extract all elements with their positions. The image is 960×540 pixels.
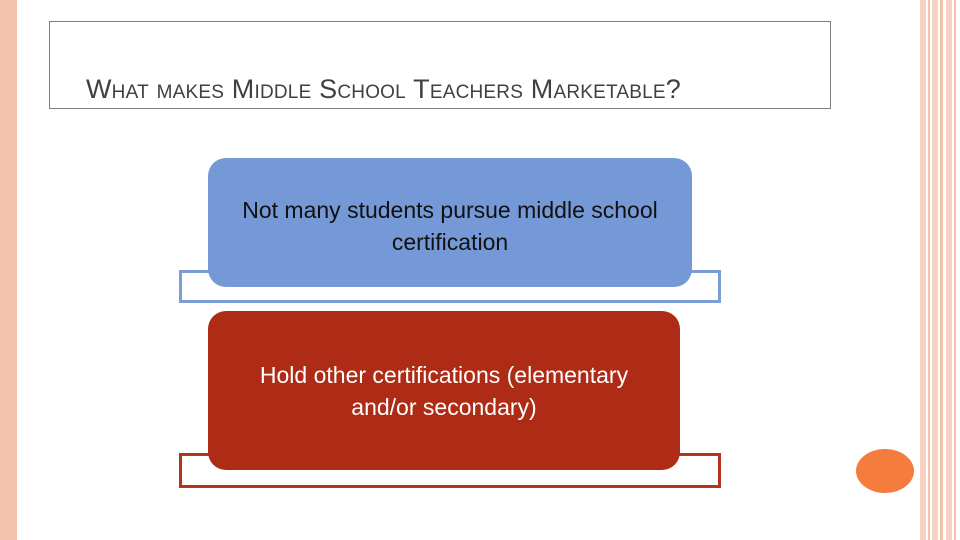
title-box [49,21,831,109]
diagram-box-certifications-text: Hold other certifications (elementary and/or secondary) [259,361,629,420]
orange-circle-decoration [856,449,914,493]
diagram-box-students [208,158,692,287]
left-decorative-border [0,0,17,540]
diagram-box-students-text: Not many students pursue middle school certification [242,197,658,255]
diagram-box-certifications [208,311,680,470]
right-decorative-stripes [920,0,960,540]
slide-title: What makes Middle School Teachers Marketable? [86,74,682,104]
